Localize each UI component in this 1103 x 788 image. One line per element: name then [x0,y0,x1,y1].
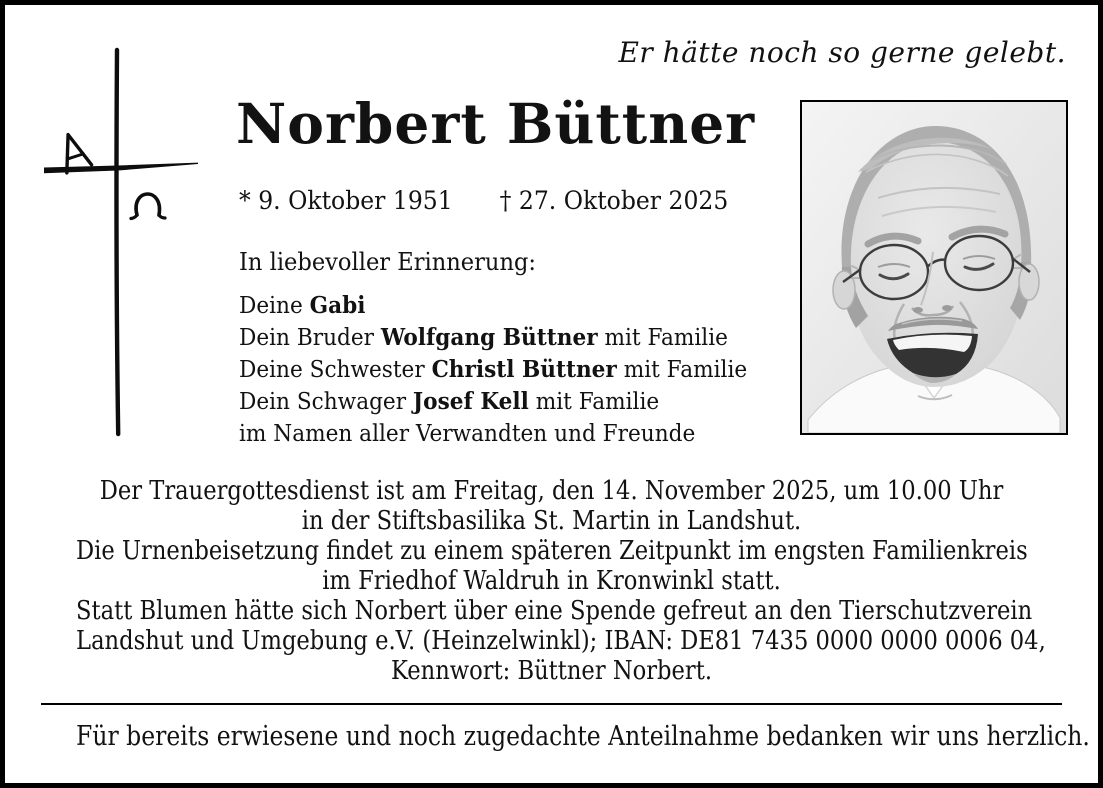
service-line: Statt Blumen hätte sich Norbert über eine Spende gefreut an den Tierschutzverein [76,596,1033,626]
omega-glyph [131,194,165,219]
birth-date: * 9. Oktober 1951 [239,186,453,215]
mourner-suffix: mit Familie [597,325,728,351]
portrait-photo [800,100,1068,435]
deceased-name: Norbert Büttner [236,91,756,156]
mourner-line [239,418,747,450]
cross-alpha-omega-icon [41,43,203,443]
mourner-line [239,322,747,354]
remembrance-heading: In liebevoller Erinnerung: [239,248,537,276]
mourner-relation: Dein Schwager [239,389,413,415]
service-line: in der Stiftsbasilika St. Martin in Landshut. [301,506,802,536]
service-details [76,476,1046,686]
mourner-relation: im Namen aller Verwandten und Freunde [239,421,696,447]
mourner-name: Wolfgang Büttner [380,324,598,351]
mourner-name: Josef Kell [412,388,529,415]
mourner-name: Gabi [309,292,366,319]
mourner-relation: Dein Bruder [239,325,381,351]
service-line: im Friedhof Waldruh in Kronwinkl statt. [322,566,781,596]
mourner-relation: Deine Schwester [239,357,432,383]
portrait-illustration [802,102,1066,433]
mourner-line [239,386,747,418]
service-line: Der Trauergottesdienst ist am Freitag, den 14. November 2025, um 10.00 Uhr [99,476,1004,506]
epigraph: Er hätte noch so gerne gelebt. [618,36,1066,69]
service-line: Die Urnenbeisetzung findet zu einem späteren Zeitpunkt im engsten Familienkreis [76,536,1028,566]
mourner-name: Christl Büttner [431,356,617,383]
mourner-line [239,354,747,386]
life-dates [239,186,728,215]
mourner-suffix: mit Familie [616,357,748,383]
closing-thanks: Für bereits erwiesene und noch zugedachte Anteilnahme bedanken wir uns herzlich. [76,721,1090,752]
mourner-suffix: mit Familie [528,389,660,415]
mourner-line [239,290,747,322]
mourners-list [239,290,747,450]
service-line: Landshut und Umgebung e.V. (Heinzelwinkl); IBAN: DE81 7435 0000 0000 0006 04, [76,626,1046,656]
service-line: Kennwort: Büttner Norbert. [390,656,713,686]
separator-rule [41,703,1062,705]
cross-icon [41,43,203,443]
mourner-relation: Deine [239,293,310,319]
death-date: † 27. Oktober 2025 [499,186,729,215]
